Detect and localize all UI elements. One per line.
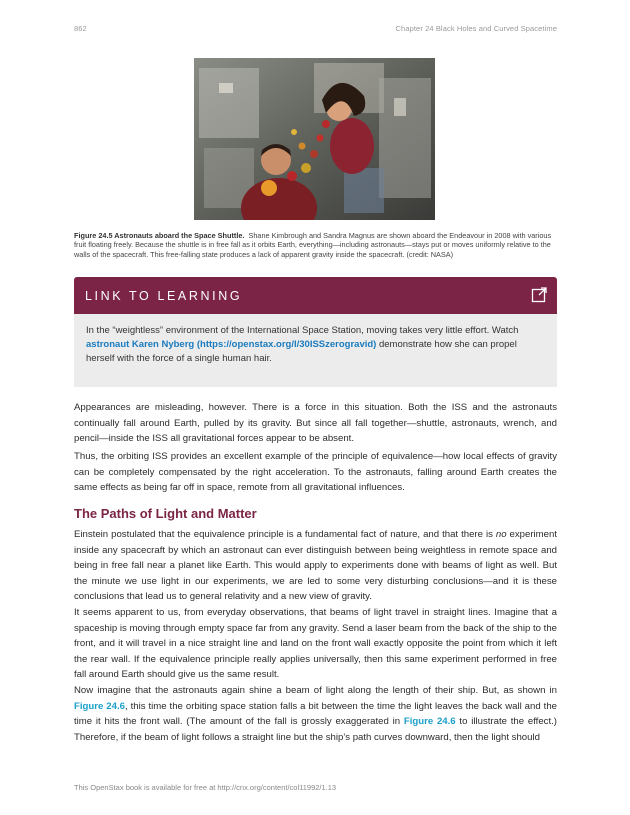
paragraph: Thus, the orbiting ISS provides an excellent example of the principle of equivalence—how local effects of gravity can be completely compensated by the right acceleration. To the astronauts, falling around Earth creates the same effects as being far off in space, remote from all gravitational influences.: [74, 451, 557, 493]
figure-label: Figure 24.5 Astronauts aboard the Space Shuttle.: [74, 231, 245, 240]
link-to-learning-box: [74, 277, 557, 387]
emphasis-text: no: [495, 529, 507, 540]
figure-caption-text: Shane Kimbrough and Sandra Magnus are shown aboard the Endeavour in 2008 with various fruit floating freely. Because the shuttle is in free fall as it orbits Earth, everything—including astronauts—stays put or moves uniformly relative to the walls of the spacecraft. This free-falling state produces a lack of apparent gravity inside the spacecraft. (credit: NASA): [74, 231, 552, 259]
link-to-learning-text-before: In the “weightless” environment of the International Space Station, moving takes very little effort. Watch: [86, 325, 519, 336]
section-heading: The Paths of Light and Matter: [74, 506, 257, 521]
paragraph-text: experiment inside any spacecraft by which an astronaut can ever distinguish between being weightless in remote space and being in free fall near a planet like Earth. This would apply to experiments done with beams of light as well. But the minute we use light in our experiments, we are led to some very disturbing conclusions—and it is these conclusions that lead us to general relativity and a new view of gravity.: [74, 529, 558, 602]
paragraph: Appearances are misleading, however. There is a force in this situation. Both the ISS and the astronauts continually fall around Earth, pulled by its gravity. But since all fall together—shuttle, astronauts, wrench, and pencil—inside the ISS all gravitational forces appear to be absent.: [74, 402, 557, 444]
link-to-learning-text-after: demonstrate how she can propel herself with the force of a single human hair.: [86, 339, 517, 364]
footer: This OpenStax book is available for free at http://cnx.org/content/col11992/1.13: [74, 783, 337, 792]
astronauts-photo-illustration: [194, 58, 435, 220]
paragraph: [74, 683, 557, 745]
figure-24-6-link[interactable]: Figure 24.6: [74, 700, 125, 712]
karen-nyberg-video-link[interactable]: astronaut Karen Nyberg (https://openstax.org/l/30ISSzerogravid): [86, 339, 377, 350]
paragraph: It seems apparent to us, from everyday observations, that beams of light travel in straight lines. Imagine that a spaceship is moving through empty space far from any gravity. Send a laser beam from the back of the ship to the front, and it will travel in a nice straight line and land on the front wall exactly opposite the point from which it left the rear wall. If the equivalence principle really applies universally, then this same experiment performed in free fall around Earth should give us the same result.: [74, 607, 557, 680]
link-to-learning-header: [74, 277, 557, 314]
link-to-learning-body: [74, 314, 557, 387]
link-to-learning-title: LINK TO LEARNING: [85, 289, 243, 303]
figure-caption: [74, 231, 557, 259]
paragraph-text: Einstein postulated that the equivalence principle is a fundamental fact of nature, and that there is: [74, 529, 496, 540]
paragraph-text: , this time the orbiting space station falls a bit between the time the light leaves the back wall and the time it hits the front wall. (The amount of the fall is grossly exaggerated in: [74, 700, 557, 727]
external-link-icon: [531, 287, 547, 303]
chapter-title: Chapter 24 Black Holes and Curved Spacetime: [395, 24, 557, 33]
figure-24-6-link[interactable]: Figure 24.6: [403, 716, 456, 727]
paragraph: [74, 527, 557, 605]
astronauts-photo: [194, 58, 435, 220]
page-number: 862: [74, 24, 87, 33]
paragraph-text: to illustrate the effect.) Therefore, if the beam of light follows a straight line but the ship’s path curves downward, then the light should: [74, 716, 558, 743]
paragraph-text: Now imagine that the astronauts again shine a beam of light along the length of their ship. But, as shown in: [74, 685, 557, 696]
